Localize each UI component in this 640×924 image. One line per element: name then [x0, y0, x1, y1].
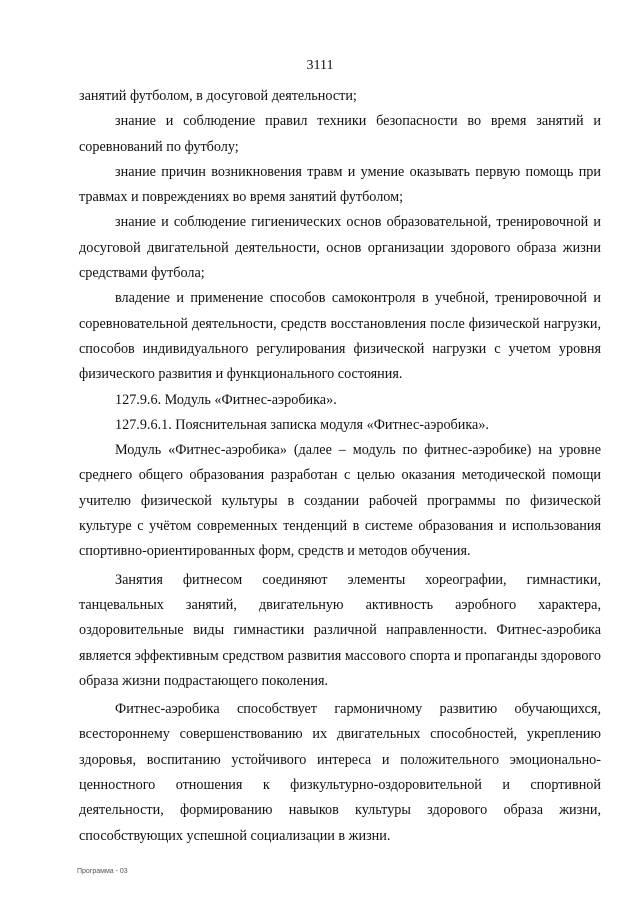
paragraph: знание причин возникновения травм и умение оказывать первую помощь при травмах и повреждениях во время занятий футболом;	[79, 163, 601, 206]
paragraph: Модуль «Фитнес-аэробика» (далее – модуль по фитнес-аэробике) на уровне среднего общего образования разработан с целью оказания методической помощи учителю физической культуры в создании рабочей программы по физической культуре с учётом современных тенденций в системе образования и использования спортивно-ориентированных форм, средств и методов обучения.	[79, 442, 601, 560]
page-footer: Программа - 03	[77, 868, 128, 875]
paragraph: Занятия фитнесом соединяют элементы хореографии, гимнастики, танцевальных занятий, двигательную активность аэробного характера, оздоровительные виды гимнастики различной направленности. Фитнес-аэробика является эффективным средством развития массового спорта и пропаганды здорового образа жизни подрастающего поколения.	[79, 571, 601, 689]
document-body	[79, 84, 601, 849]
paragraph: знание и соблюдение правил техники безопасности во время занятий и соревнований по футболу;	[79, 113, 601, 155]
paragraph: владение и применение способов самоконтроля в учебной, тренировочной и соревновательной деятельности, средств восстановления после физической нагрузки, способов индивидуального регулирования физической нагрузки с учетом уровня физического развития и функционального состояния.	[79, 290, 601, 383]
paragraph: знание и соблюдение гигиенических основ образовательной, тренировочной и досуговой двигательной деятельности, основ организации здорового образа жизни средствами футбола;	[79, 214, 601, 282]
page-number: 3111	[306, 58, 334, 73]
section-heading: 127.9.6. Модуль «Фитнес-аэробика».	[115, 391, 337, 408]
paragraph: Фитнес-аэробика способствует гармоничному развитию обучающихся, всестороннему совершенствованию их двигательных способностей, укреплению здоровья, воспитанию устойчивого интереса и положительного эмоционально-ценностного отношения к физкультурно-оздоровительной и спортивной деятельности, формированию навыков культуры здорового образа жизни, способствующих успешной социализации в жизни.	[79, 701, 601, 844]
subsection-heading: 127.9.6.1. Пояснительная записка модуля «Фитнес-аэробика».	[115, 416, 489, 433]
paragraph: занятий футболом, в досуговой деятельности;	[79, 88, 357, 104]
